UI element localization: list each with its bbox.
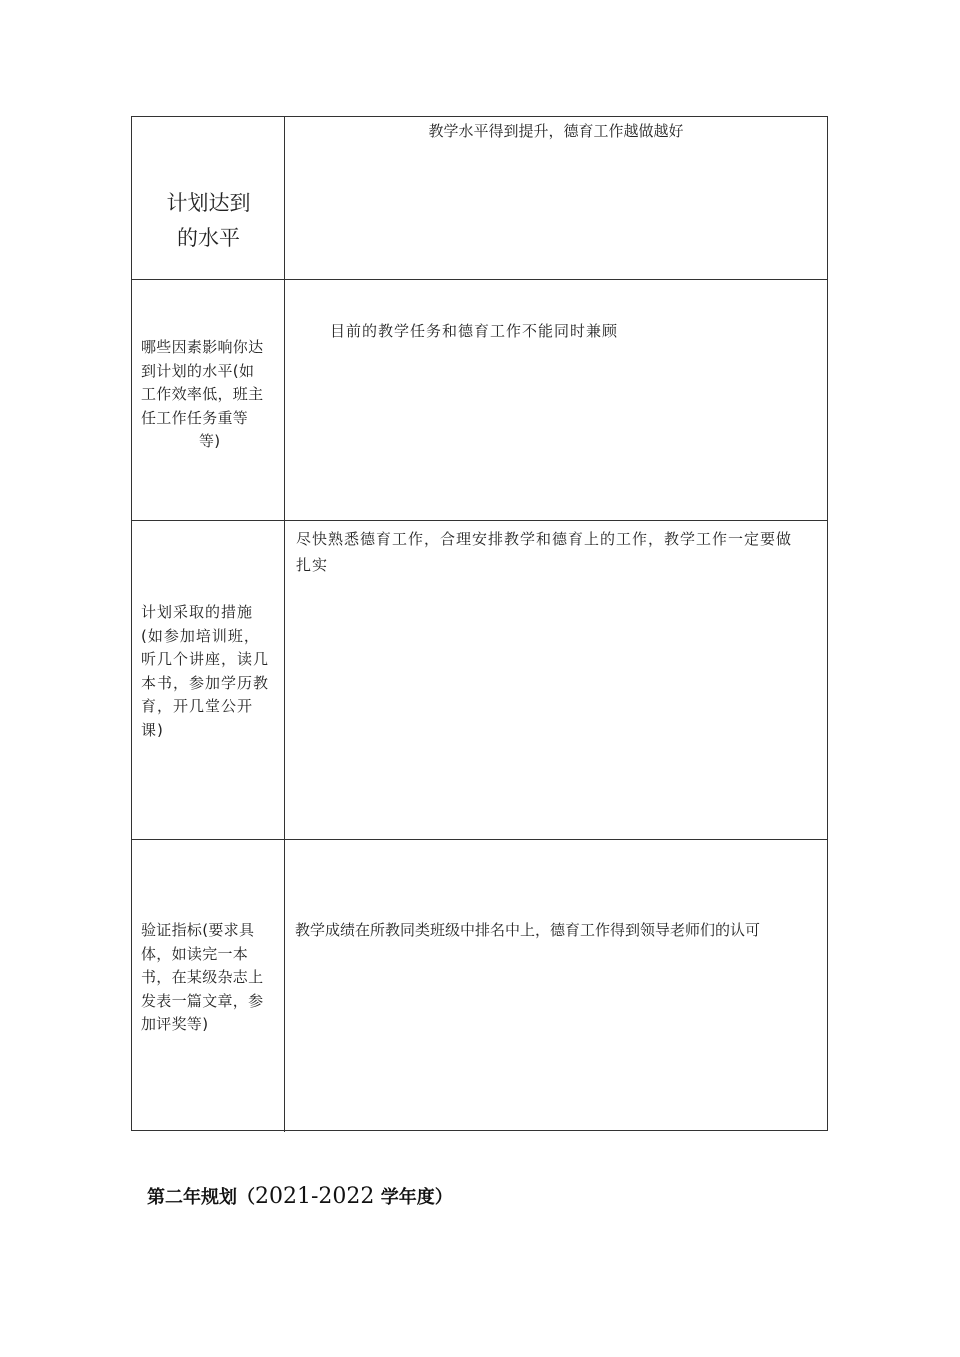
row-label-cell bbox=[132, 280, 285, 520]
row-label-cell bbox=[132, 840, 285, 1132]
row-label bbox=[141, 336, 279, 454]
row-label-line: 验证指标(要求具 bbox=[141, 921, 255, 939]
row-value: 目前的教学任务和德育工作不能同时兼顾 bbox=[330, 322, 619, 340]
row-label-line: 工作效率低，班主 bbox=[141, 385, 264, 403]
section-title-prefix: 第二年规划（ bbox=[147, 1187, 255, 1208]
row-label-cell bbox=[132, 521, 285, 839]
section-title-years: 2021-2022 bbox=[255, 1184, 375, 1209]
table-row bbox=[132, 279, 827, 520]
row-label-line: 育，开几堂公开 bbox=[141, 697, 254, 715]
row-label-line: 听几个讲座，读几 bbox=[141, 650, 270, 668]
section-title-suffix: 学年度） bbox=[374, 1187, 453, 1208]
row-value-cell bbox=[285, 280, 827, 520]
row-label bbox=[141, 919, 279, 1037]
row-label-line: 到计划的水平(如 bbox=[141, 361, 255, 380]
row-label-line: 计划采取的措施 bbox=[141, 603, 254, 621]
row-label bbox=[141, 601, 279, 742]
row-label-line: 本书，参加学历教 bbox=[141, 673, 270, 692]
plan-table bbox=[131, 116, 828, 1131]
row-label-line: 等) bbox=[199, 432, 221, 450]
row-label-line: 体，如读完一本 bbox=[141, 944, 249, 963]
row-value bbox=[296, 526, 819, 578]
row-value: 教学成绩在所教同类班级中排名中上，德育工作得到领导老师们的认可 bbox=[295, 921, 761, 939]
table-row bbox=[132, 839, 827, 1132]
row-value-cell bbox=[285, 521, 827, 839]
section-title bbox=[147, 1183, 453, 1209]
row-label-cell bbox=[132, 117, 285, 279]
row-label-line: 课) bbox=[141, 720, 164, 739]
row-label-line: 任工作任务重等 bbox=[141, 408, 249, 427]
row-label-line: (如参加培训班， bbox=[141, 626, 260, 645]
row-value-line: 扎实 bbox=[296, 556, 329, 574]
row-label-line: 的水平 bbox=[177, 226, 240, 250]
table-row bbox=[132, 520, 827, 839]
row-label-line: 发表一篇文章，参 bbox=[141, 991, 264, 1010]
row-value-cell bbox=[285, 840, 827, 1132]
row-label-line: 加评奖等) bbox=[141, 1015, 209, 1033]
row-value: 教学水平得到提升，德育工作越做越好 bbox=[428, 122, 684, 140]
table-row bbox=[132, 117, 827, 279]
row-label-line: 计划达到 bbox=[166, 191, 251, 215]
row-label-line: 书，在某级杂志上 bbox=[141, 968, 264, 986]
row-value-cell bbox=[285, 117, 827, 279]
row-value-line: 尽快熟悉德育工作，合理安排教学和德育上的工作，教学工作一定要做 bbox=[296, 530, 793, 548]
row-label-line: 哪些因素影响你达 bbox=[141, 338, 264, 356]
